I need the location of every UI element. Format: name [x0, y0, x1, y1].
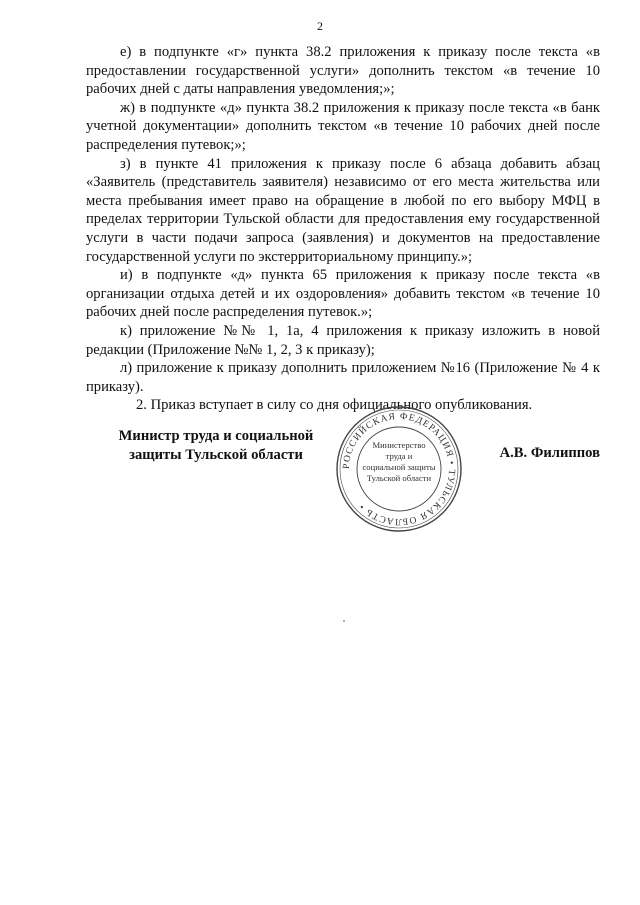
- paragraph-l: л) приложение к приказу дополнить приложением №16 (Приложение № 4 к приказу).: [86, 360, 600, 395]
- paragraph-zh: ж) в подпункте «д» пункта 38.2 приложения к приказу после текста «в банк учетной документации» дополнить текстом «в течение 10 рабочих дней после распределения путевок;»;: [86, 99, 600, 153]
- seal-center-text: [353, 440, 445, 484]
- seal-center-line4: Тульской области: [366, 473, 432, 483]
- paragraph-effective-date: 2. Приказ вступает в силу со дня официального опубликования.: [136, 397, 533, 414]
- seal-ring-text: РОССИЙСКАЯ ФЕДЕРАЦИЯ • ТУЛЬСКАЯ ОБЛАСТЬ •: [341, 411, 457, 527]
- seal-center-line2: труда и: [385, 451, 413, 461]
- paragraph-k: к) приложение №№ 1, 1а, 4 приложения к приказу изложить в новой редакции (Приложение №№ 1, 2, 3 к приказу);: [86, 322, 600, 358]
- signatory-position: [110, 427, 322, 464]
- signatory-name: А.В. Филиппов: [499, 445, 600, 461]
- signatory-position-line1: Министр труда и социальной: [118, 428, 314, 444]
- scan-speck: [343, 620, 345, 622]
- document-body: [86, 43, 600, 415]
- official-seal: [333, 403, 465, 535]
- seal-center-line3: социальной защиты: [362, 462, 436, 472]
- page-number: 2: [317, 19, 323, 33]
- paragraph-z: з) в пункте 41 приложения к приказу после 6 абзаца добавить абзац «Заявитель (представитель заявителя) независимо от его места жительства или места пребывания имеет право на обращение в любой по его выбору МФЦ в пределах территории Тульской области для предоставления ему государственной услуги в части подачи запроса (заявления) и документов на предоставление государственной услуги по экстерриториальному принципу.»;: [86, 155, 600, 265]
- paragraph-i: и) в подпункте «д» пункта 65 приложения к приказу после текста «в организации отдыха детей и их оздоровления» добавить текстом «в течение 10 рабочих дней после распределения путевок.»;: [86, 267, 600, 321]
- seal-center-line1: Министерство: [372, 440, 426, 450]
- signatory-position-line2: защиты Тульской области: [129, 446, 303, 463]
- paragraph-e: е) в подпункте «г» пункта 38.2 приложения к приказу после текста «в предоставлении государственной услуги» дополнить текстом «в течение 10 рабочих дней с даты направления уведомления;»;: [86, 44, 600, 98]
